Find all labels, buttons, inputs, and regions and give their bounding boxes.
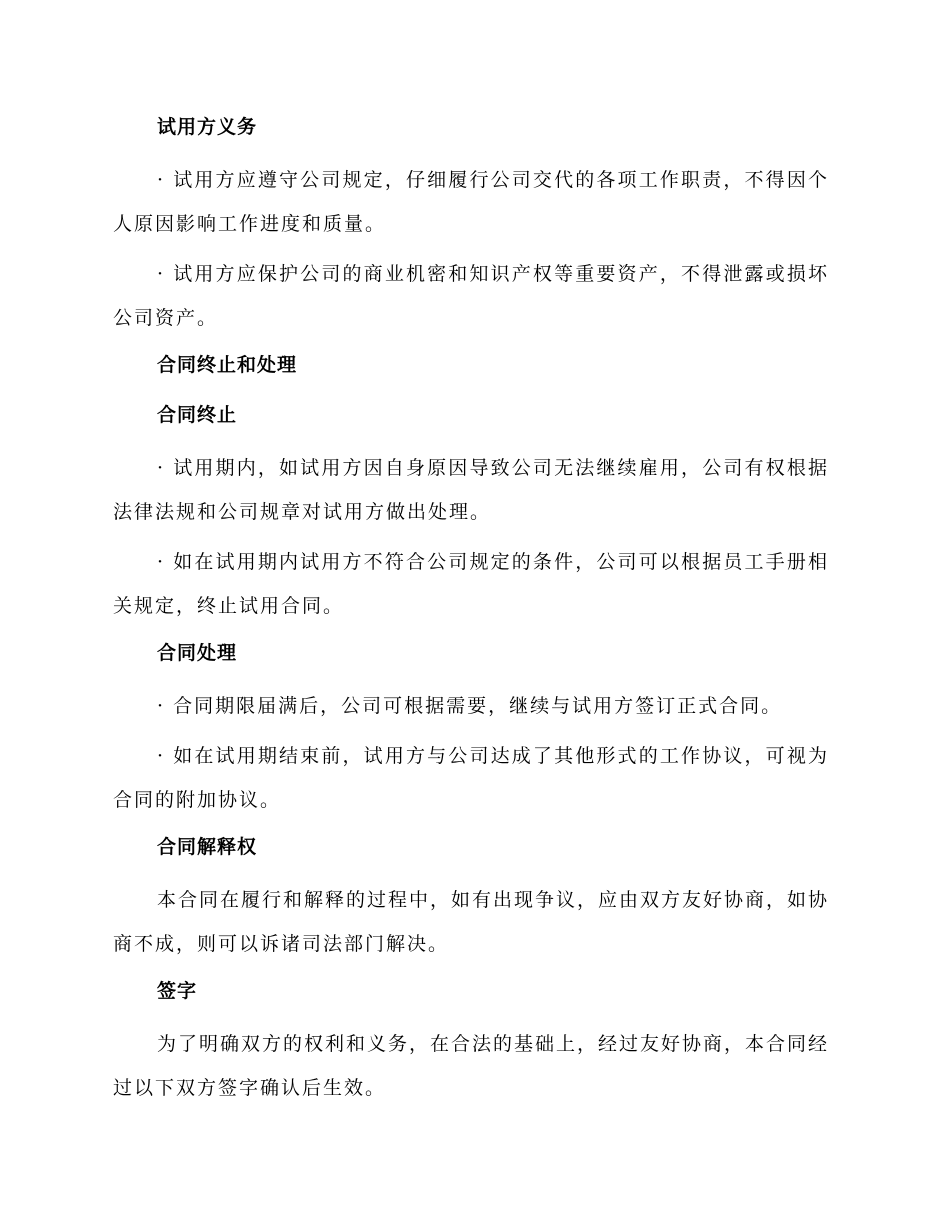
document-page — [113, 108, 829, 1116]
paragraph-termination-1: · 试用期内，如试用方因自身原因导致公司无法继续雇用，公司有权根据法律法规和公司规章对试用方做出处理。 — [113, 457, 829, 523]
paragraph-termination-2: · 如在试用期内试用方不符合公司规定的条件，公司可以根据员工手册相关规定，终止试用合同。 — [113, 551, 829, 617]
paragraph-obligation-1: · 试用方应遵守公司规定，仔细履行公司交代的各项工作职责，不得因个人原因影响工作进度和质量。 — [113, 169, 829, 235]
heading-handling: 合同处理 — [157, 642, 238, 664]
paragraph-signature: 为了明确双方的权利和义务，在合法的基础上，经过友好协商，本合同经过以下双方签字确认后生效。 — [113, 1033, 830, 1099]
heading-trial-obligations: 试用方义务 — [157, 116, 258, 138]
paragraph-interpretation: 本合同在履行和解释的过程中，如有出现争议，应由双方友好协商，如协商不成，则可以诉诸司法部门解决。 — [113, 889, 830, 955]
paragraph-handling-1: · 合同期限届满后，公司可根据需要，继续与试用方签订正式合同。 — [157, 695, 783, 717]
heading-termination: 合同终止 — [157, 404, 238, 426]
heading-interpretation: 合同解释权 — [157, 836, 258, 858]
heading-termination-and-handling: 合同终止和处理 — [157, 354, 298, 376]
heading-signature: 签字 — [157, 980, 198, 1002]
paragraph-handling-2: · 如在试用期结束前，试用方与公司达成了其他形式的工作协议，可视为合同的附加协议。 — [113, 745, 829, 811]
paragraph-obligation-2: · 试用方应保护公司的商业机密和知识产权等重要资产，不得泄露或损坏公司资产。 — [113, 263, 829, 329]
